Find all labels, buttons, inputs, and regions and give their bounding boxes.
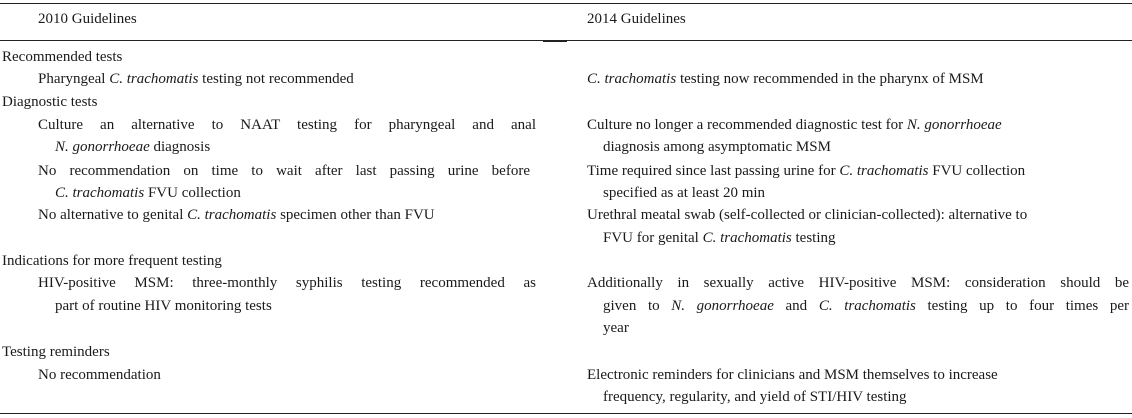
row5-2014-line3: year	[603, 320, 629, 336]
row3-2014-line1	[587, 160, 1025, 182]
row5-2014-text-mid: and	[773, 298, 819, 314]
section-indications: Indications for more frequent testing	[2, 253, 222, 269]
row1-2010-organism: C. trachomatis	[109, 71, 199, 87]
row2-2010-text-b: diagnosis	[149, 139, 211, 155]
row1-2014-text-b: testing now recommended in the pharynx of MSM	[676, 71, 984, 87]
row2-2014-organism: N. gonorrhoeae	[906, 117, 1002, 133]
row2-2014-line2: diagnosis among asymptomatic MSM	[603, 139, 831, 155]
row4-2014-text-b: testing	[791, 230, 836, 246]
row6-2014-line2: frequency, regularity, and yield of STI/HIV testing	[603, 389, 907, 405]
row2-2014-text-a: Culture no longer a recommended diagnostic test for	[587, 117, 907, 133]
row1-2010-text-a: Pharyngeal	[38, 71, 110, 87]
column-header-2010: 2010 Guidelines	[38, 11, 137, 27]
row1-2014	[587, 68, 984, 90]
row4-2014-line2	[603, 227, 836, 249]
row5-2010-line1: HIV-positive MSM: three-monthly syphilis testing recommended as	[38, 275, 536, 291]
row4-2014-organism: C. trachomatis	[702, 230, 792, 246]
row3-2014-line2: specified as at least 20 min	[603, 185, 766, 201]
row5-2014-organism-1: N. gonorrhoeae	[671, 298, 774, 314]
row3-2014-text-a: Time required since last passing urine for	[587, 163, 840, 179]
table-top-rule	[0, 3, 1132, 4]
row4-2010	[38, 204, 435, 226]
row6-2014-line1: Electronic reminders for clinicians and MSM themselves to increase	[587, 367, 998, 383]
header-rule-mark	[543, 40, 567, 42]
row2-2010-line2	[55, 136, 210, 158]
row3-2010-text-b: FVU collection	[144, 185, 241, 201]
row4-2014-line1: Urethral meatal swab (self-collected or clinician-collected): alternative to	[587, 207, 1028, 223]
row4-2010-organism: C. trachomatis	[187, 207, 277, 223]
row3-2010-organism: C. trachomatis	[55, 185, 145, 201]
row2-2010-line1: Culture an alternative to NAAT testing for pharyngeal and anal	[38, 117, 536, 133]
row4-2010-text-a: No alternative to genital	[38, 207, 188, 223]
row1-2010-text-b: testing not recommended	[198, 71, 354, 87]
row4-2010-text-b: specimen other than FVU	[276, 207, 435, 223]
row6-2010: No recommendation	[38, 367, 161, 383]
row5-2014-text-b: testing up to four times per	[915, 298, 1129, 314]
row5-2014-line2	[603, 295, 1129, 317]
row1-2010	[38, 68, 354, 90]
table-bottom-rule	[0, 413, 1132, 414]
row3-2010-line1: No recommendation on time to wait after last passing urine before	[38, 163, 530, 179]
row3-2010-line2	[55, 182, 241, 204]
row2-2010-organism: N. gonorrhoeae	[55, 139, 150, 155]
row2-2014-line1	[587, 114, 1002, 136]
row5-2014-line1: Additionally in sexually active HIV-positive MSM: consideration should be	[587, 275, 1129, 291]
row3-2014-text-b: FVU collection	[928, 163, 1026, 179]
column-header-2014: 2014 Guidelines	[587, 11, 686, 27]
row4-2014-text-a: FVU for genital	[603, 230, 703, 246]
section-recommended-tests: Recommended tests	[2, 49, 123, 65]
row5-2014-organism-2: C. trachomatis	[818, 298, 916, 314]
section-diagnostic-tests: Diagnostic tests	[2, 94, 98, 110]
row5-2014-text-a: given to	[603, 298, 672, 314]
row1-2014-organism: C. trachomatis	[587, 71, 677, 87]
row3-2014-organism: C. trachomatis	[839, 163, 929, 179]
row5-2010-line2: part of routine HIV monitoring tests	[55, 298, 272, 314]
section-testing-reminders: Testing reminders	[2, 344, 110, 360]
